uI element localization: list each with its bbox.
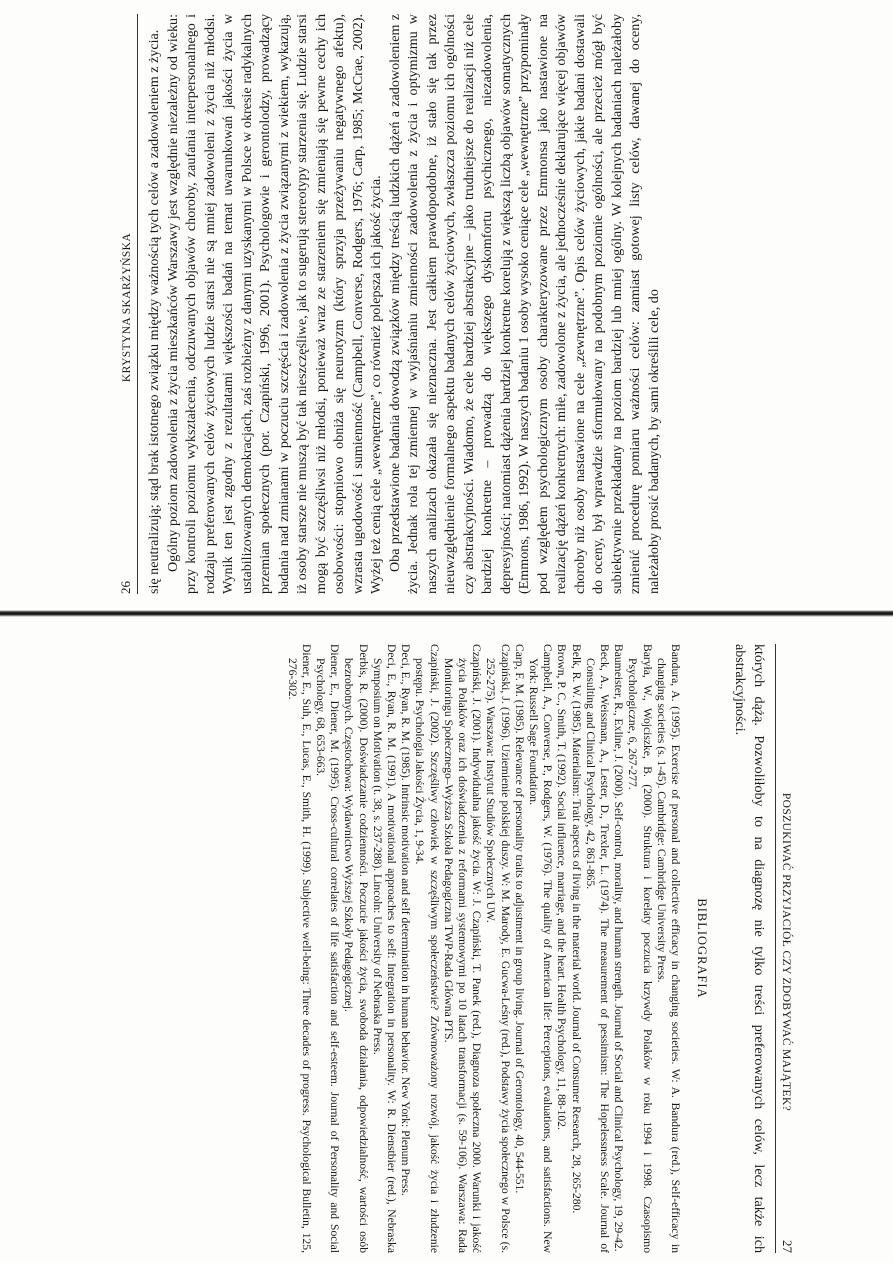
running-head-author: KRYSTYNA SKARŻYŃSKA xyxy=(121,232,133,383)
bibliography-entry: Czapiński, J. (2001). Indywidualna jakość życia. W: J. Czapiński, T. Panek (red.), Diagnoza społeczna 2000. Warunki i jakość życia Polaków oraz ich doświadczenia z reformami systemowymi po 10 latach transformacji (s. 59-106). Warszawa: Rada Monitoringu Społecznego–Wyższa Szkoła Pedagogiczna TWP-Rada Główna PTS. xyxy=(441,644,484,1253)
page-number: 27 xyxy=(780,1239,795,1253)
bibliography-entry: Beck, A., Weissman, A., Lester, D., Trexler, L. (1974). The measurement of pessimism: The Hopelessness Scale. Journal of Consulting and Clinical Psychology, 42, 861-865. xyxy=(583,644,611,1253)
bibliography-entry: Czapiński, J. (2002). Szczęśliwy człowiek w szczęśliwym społeczeństwie? Zrównoważony rozwój, jakość życia i złudzenie postępu. Psychologia Jakości Życia, 1, 9-34. xyxy=(413,644,441,1253)
bibliography-entry: Deci, E., Ryan, R. M. (1985). Intrinsic motivation and self determination in human behavior. New York: Plenum Press. xyxy=(399,644,413,1196)
left-page xyxy=(108,0,808,604)
bibliography-entry: Brown, P. C., Smith, T. (1992). Social influence, marriage, and the heart. Health Psychology, 11, 88-102. xyxy=(555,644,569,1130)
bibliography-entry: Belk, R. W. (1985). Materialism: Trait aspects of living in the material world. Journal of Consumer Research, 28, 265-280. xyxy=(569,644,583,1214)
paragraph: się neutralizują; stąd brak istotnego związku między ważnością tych celów a zadowoleniem z życia. xyxy=(146,29,162,594)
bibliography-entry: Diener, E., Suh, E., Lucas, E., Smith, H. (1999). Subjective well-being: Three decades of progress. Psychological Bulletin, 125, 276-302. xyxy=(285,644,313,1253)
body-text xyxy=(145,14,663,594)
paragraph: których dążą. Pozwoliłoby to na diagnozę nie tylko treści preferowanych celów, lecz także ich abstrakcyjności. xyxy=(732,644,767,1253)
running-header xyxy=(775,644,795,1253)
bibliography-entry: Baumeister, R., Exline, J. (2000). Self-control, morality, and human strength. Journal of Social and Clinical Psychology, 19, 29-42. xyxy=(612,644,626,1252)
bibliography-entry: Campbell, A., Converse, P., Rodgers, W. (1976). The quality of American life: Perceptions, evaluations, and satisfactions. New York: Russell Sage Foundation. xyxy=(526,644,555,1253)
bibliography-entry: Bandura, A. (1995). Exercise of personal and collective efficacy in changing societies. W: A. Bandura (red.), Self-efficacy in changing societies (s. 1-45). Cambridge: Cambridge University Press. xyxy=(654,644,682,1253)
right-page xyxy=(80,630,805,1263)
bibliography-entry: Deci, E., Ryan, R. M. (1991). A motivational approaches to self: Integration in personality. W: R. Dienstbier (red.), Nebraska Symposium on Motivation (t. 38, s. 237-288). Lincoln: University of Nebraska Press. xyxy=(370,644,398,1253)
running-header xyxy=(118,14,138,594)
running-head-title: POSZUKIWAĆ PRZYJACIÓŁ CZY ZDOBYWAĆ MAJĄTEK? xyxy=(780,792,792,1112)
bibliography-entry: Derbis, R. (2000). Doświadczanie codzienności. Poczucie jakości życia, swoboda działania, odpowiedzialność, wartości osób bezrobotnych. Częstochowa: Wydawnictwo Wyższej Szkoły Pedagogicznej. xyxy=(342,644,370,1253)
bibliography-entry: Carp, F. M. (1985). Relevance of personality traits to adjustment in group living. Journal of Gerontology, 40, 544-551. xyxy=(512,644,526,1194)
page-gutter xyxy=(0,610,893,617)
page-number: 26 xyxy=(118,581,133,594)
bibliography-list xyxy=(284,644,682,1253)
bibliography-heading: BIBLIOGRAFIA xyxy=(695,898,709,999)
paragraph: Oba przedstawione badania dowodzą związków między treścią ludzkich dążeń a zadowoleniem z życia. Jednak rola tej zmiennej w wyjaśnianiu zmienności zadowolenia z życia i optymizmu w naszych analizach okazała się nieznaczna. Jest całkiem prawdopodobne, iż stało się tak przez nieuwzględnienie formalnego aspektu badanych celów życiowych, zwłaszcza poziomu ich ogólności czy abstrakcyjności. Wiadomo, że cele bardziej abstrakcyjne – jako trudniejsze do realizacji niż cele bardziej konkretne – prowadzą do większego dyskomfortu psychicznego, niezadowolenia, depresyjności; natomiast dążenia bardziej konkretne korelują z większą liczbą objawów somatycznych (Emmons, 1986, 1992). W naszych badaniu 1 osoby wysoko ceniące cele „wewnętrzne” przypominały pod względem psychologicznym osoby charakteryzowane przez Emmonsa jako nastawione na realizację dążeń konkretnych: miłe, zadowolone z życia, ale jednocześnie deklarujące więcej objawów choroby niż osoby nastawione na cele „zewnętrzne”. Opis celów życiowych, jakie badani dostawali do oceny, był wprawdzie sformułowany na podobnym poziomie ogólności, ale przecież mógł być subiektywnie przekładany na poziom bardziej lub mniej ogólny. W kolejnych badaniach należałoby zmienić procedurę pomiaru ważności celów: zamiast gotowej listy celów, dawanej do oceny, należałoby prosić badanych, by sami określili cele, do xyxy=(386,14,662,594)
bibliography-entry: Baryła, W., Wojciszke, B. (2000). Struktura i korelaty poczucia krzywdy Polaków w roku 1994 i 1998. Czasopismo Psychologiczne, 6, 267-277. xyxy=(626,644,654,1253)
bibliography-entry: Diener, E., Diener, M. (1995). Cross-cultural correlates of life satisfaction and self-esteem. Journal of Personality and Social Psychology, 68, 653-663. xyxy=(313,644,342,1253)
bibliography-entry: Czapiński, J. (1996). Uziemienie polskiej duszy. W: M. Marody, E. Gucwa-Leśny (red.), Podstawy życia społecznego w Polsce (s. 252-275). Warszawa: Instytut Studiów Społecznych UW. xyxy=(484,644,512,1253)
body-text xyxy=(731,644,768,1253)
paragraph: Ogólny poziom zadowolenia z życia mieszkańców Warszawy jest względnie niezależny od wieku: przy kontroli poziomu wykształcenia, odczuwanych objawów choroby, zaufania interpersonalnego i rodzaju preferowanych celów życiowych ludzie starsi nie są mniej zadowoleni z życia niż młodsi. Wynik ten jest zgodny z rezultatami większości badań na temat uwarunkowań jakości życia w ustabilizowanych demokracjach, zaś rozbieżny z danymi uzyskanymi w Polsce w okresie radykalnych przemian społecznych (por. Czapiński, 1996, 2001). Psychologowie i gerontolodzy, prowadzący badania nad zmianami w poczuciu szczęścia i zadowolenia z życia związanymi z wiekiem, wykazują, iż osoby starsze nie muszą być tak nieszczęśliwe, jak to sugerują stereotypy starzenia się. Ludzie starsi mogą być szczęśliwsi niż młodsi, ponieważ wraz ze starzeniem się zmieniają się pewne cechy ich osobowości: stopniowo obniża się neurotyzm (który sprzyja przeżywaniu negatywnego afektu), wzrasta ugodowość i sumienność (Campbell, Converse, Rodgers, 1976; Carp, 1985; McCrae, 2002). Wyżej też cenią cele „wewnętrzne”, co również polepsza ich jakość życia. xyxy=(164,14,384,594)
